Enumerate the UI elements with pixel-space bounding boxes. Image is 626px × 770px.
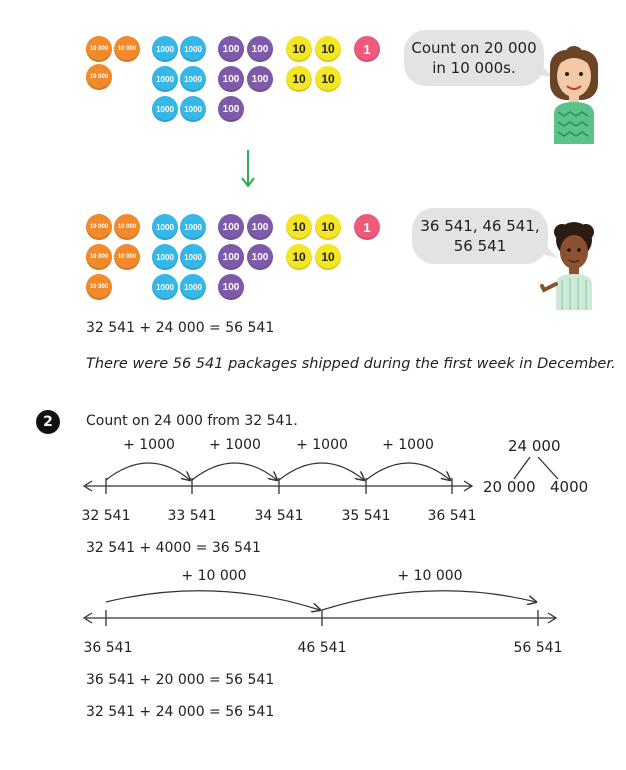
- tick-label: 56 541: [513, 640, 563, 656]
- tick-label: 35 541: [341, 508, 391, 524]
- disc-1000: 1000: [180, 274, 206, 300]
- girl-character-icon: [546, 38, 602, 144]
- disc-1000: 1000: [152, 36, 178, 62]
- conclusion-text: There were 56 541 packages shipped during the first week in December.: [86, 356, 616, 372]
- disc-100: 100: [247, 36, 273, 62]
- boy-character-icon: [540, 218, 602, 310]
- disc-10000: 10 000: [114, 214, 140, 240]
- disc-100: 100: [218, 214, 244, 240]
- disc-10000: 10 000: [86, 214, 112, 240]
- disc-1000: 1000: [180, 214, 206, 240]
- jump-arc: [279, 463, 364, 480]
- disc-10000: 10 000: [114, 244, 140, 270]
- jump-label: + 1000: [296, 437, 348, 453]
- disc-1000: 1000: [152, 66, 178, 92]
- number-line-ten-thousands: [80, 572, 564, 638]
- disc-100: 100: [247, 244, 273, 270]
- disc-100: 100: [218, 244, 244, 270]
- disc-1: 1: [354, 214, 380, 240]
- disc-1: 1: [354, 36, 380, 62]
- jump-arc: [192, 463, 277, 480]
- disc-10: 10: [315, 214, 341, 240]
- tick-label: 46 541: [297, 640, 347, 656]
- disc-100: 100: [218, 36, 244, 62]
- partition-part: 20 000: [483, 478, 536, 496]
- disc-100: 100: [218, 96, 244, 122]
- disc-1000: 1000: [180, 66, 206, 92]
- speech-bubble-boy: [412, 208, 548, 264]
- jump-label: + 10 000: [181, 568, 247, 584]
- disc-1000: 1000: [180, 96, 206, 122]
- speech-line: 36 541, 46 541,: [420, 216, 540, 235]
- disc-100: 100: [218, 274, 244, 300]
- disc-10000: 10 000: [86, 244, 112, 270]
- down-arrow-icon: [238, 150, 258, 190]
- jump-arc: [106, 591, 320, 610]
- disc-1000: 1000: [152, 274, 178, 300]
- jump-label: + 1000: [123, 437, 175, 453]
- tick-label: 33 541: [167, 508, 217, 524]
- equation-line: 32 541 + 24 000 = 56 541: [86, 704, 275, 720]
- speech-line: Count on 20 000: [411, 38, 537, 57]
- disc-10000: 10 000: [86, 274, 112, 300]
- jump-arc: [366, 463, 450, 480]
- disc-100: 100: [247, 66, 273, 92]
- speech-line: 56 541: [453, 237, 507, 255]
- disc-1000: 1000: [152, 96, 178, 122]
- partition-whole: 24 000: [508, 437, 561, 455]
- disc-100: 100: [247, 214, 273, 240]
- equation-line: 36 541 + 20 000 = 56 541: [86, 672, 275, 688]
- disc-100: 100: [218, 66, 244, 92]
- disc-10: 10: [286, 66, 312, 92]
- disc-10: 10: [286, 36, 312, 62]
- equation-line: 32 541 + 4000 = 36 541: [86, 540, 261, 556]
- question-text: Count on 24 000 from 32 541.: [86, 413, 298, 429]
- disc-10: 10: [315, 244, 341, 270]
- disc-1000: 1000: [152, 214, 178, 240]
- speech-line: in 10 000s.: [432, 59, 516, 77]
- jump-arc: [106, 463, 190, 480]
- disc-10: 10: [286, 214, 312, 240]
- jump-label: + 1000: [209, 437, 261, 453]
- disc-10000: 10 000: [114, 36, 140, 62]
- disc-10000: 10 000: [86, 64, 112, 90]
- tick-label: 36 541: [427, 508, 477, 524]
- tick-label: 36 541: [83, 640, 133, 656]
- disc-1000: 1000: [180, 244, 206, 270]
- tick-label: 34 541: [254, 508, 304, 524]
- jump-arc: [322, 591, 536, 610]
- partition-part: 4000: [550, 478, 589, 496]
- disc-1000: 1000: [180, 36, 206, 62]
- equation-line: 32 541 + 24 000 = 56 541: [86, 320, 275, 336]
- disc-10: 10: [315, 66, 341, 92]
- jump-label: + 1000: [382, 437, 434, 453]
- speech-bubble-girl: [404, 30, 544, 86]
- jump-label: + 10 000: [397, 568, 463, 584]
- disc-10: 10: [315, 36, 341, 62]
- disc-10: 10: [286, 244, 312, 270]
- disc-1000: 1000: [152, 244, 178, 270]
- tick-label: 32 541: [81, 508, 131, 524]
- disc-10000: 10 000: [86, 36, 112, 62]
- question-number-badge: 2: [36, 410, 60, 434]
